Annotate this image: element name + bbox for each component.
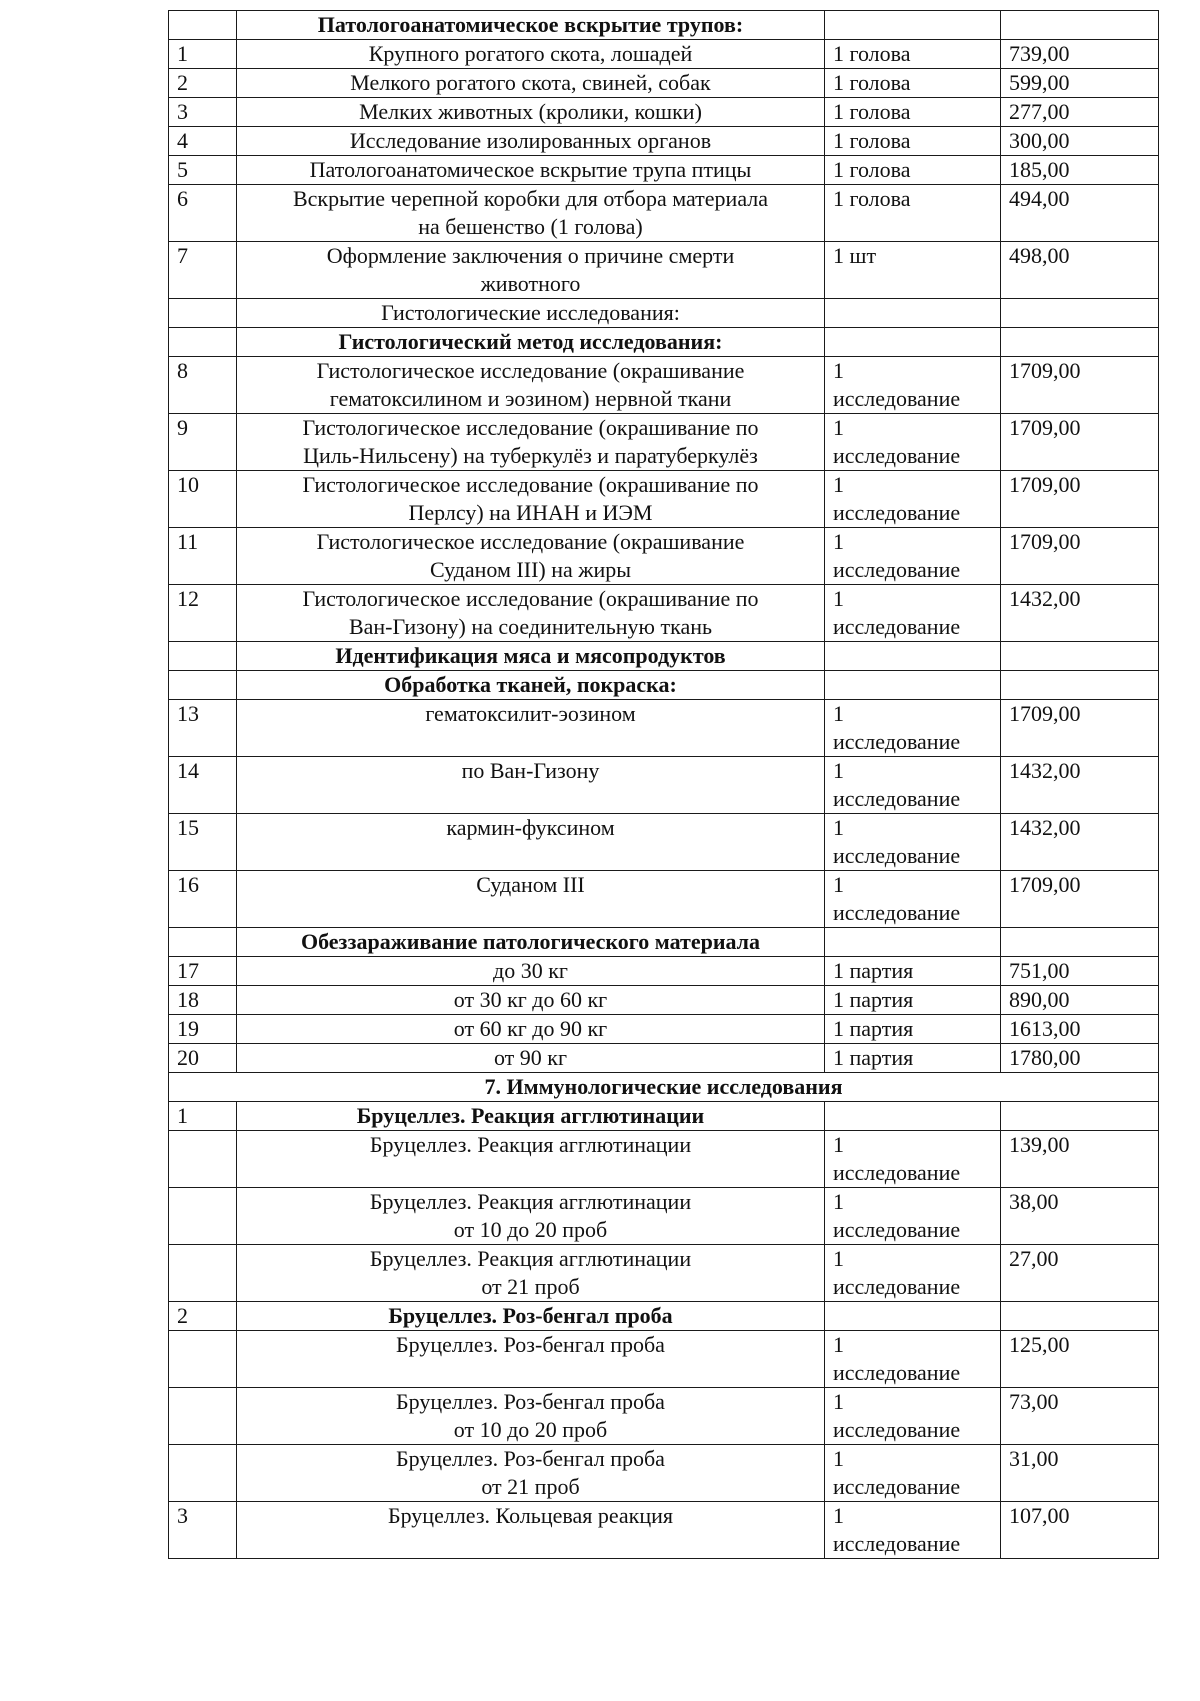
unit-cell — [825, 671, 1001, 700]
service-name-cell — [237, 700, 825, 757]
table-row — [169, 1331, 1159, 1388]
price-cell — [1001, 1302, 1159, 1331]
unit-text: исследование — [833, 843, 961, 868]
price-cell — [1001, 1102, 1159, 1131]
service-name-cell — [237, 40, 825, 69]
section-header-text: Гистологический метод исследования: — [338, 329, 723, 354]
service-name-cell — [237, 1331, 825, 1388]
section-header-cell — [237, 671, 825, 700]
service-name-text: Оформление заключения о причине смерти — [326, 243, 735, 268]
row-number-cell: 5 — [169, 156, 237, 185]
unit-cell — [825, 1044, 1001, 1073]
section-title-text: 7. Иммунологические исследования — [484, 1074, 843, 1099]
unit-cell — [825, 328, 1001, 357]
price-cell: 599,00 — [1001, 69, 1159, 98]
unit-text: 1 — [833, 1446, 844, 1471]
unit-text: 1 голова — [833, 186, 911, 211]
price-cell: 751,00 — [1001, 957, 1159, 986]
table-row — [169, 528, 1159, 585]
unit-text: исследование — [833, 500, 961, 525]
service-name-cell — [237, 1188, 825, 1245]
row-number-cell: 9 — [169, 414, 237, 471]
price-table — [168, 10, 1159, 1559]
service-name-cell — [237, 1502, 825, 1559]
unit-text: исследование — [833, 614, 961, 639]
section-header-text: Обеззараживание патологического материала — [300, 929, 761, 954]
service-name-text: от 60 кг до 90 кг — [453, 1016, 608, 1041]
price-cell: 1709,00 — [1001, 414, 1159, 471]
row-number-cell — [169, 1331, 237, 1388]
service-name-text: Суданом III — [476, 872, 585, 897]
price-cell: 1709,00 — [1001, 871, 1159, 928]
unit-cell — [825, 127, 1001, 156]
table-row — [169, 40, 1159, 69]
unit-text: исследование — [833, 443, 961, 468]
row-number-cell: 17 — [169, 957, 237, 986]
unit-cell — [825, 986, 1001, 1015]
service-name-text: Исследование изолированных органов — [349, 128, 712, 153]
unit-text: 1 — [833, 815, 844, 840]
row-number-cell — [169, 1245, 237, 1302]
row-number-cell — [169, 328, 237, 357]
unit-text: 1 — [833, 472, 844, 497]
unit-text: 1 голова — [833, 99, 911, 124]
unit-text: 1 — [833, 1132, 844, 1157]
price-cell: 31,00 — [1001, 1445, 1159, 1502]
price-cell: 38,00 — [1001, 1188, 1159, 1245]
price-cell: 1709,00 — [1001, 357, 1159, 414]
table-row — [169, 1388, 1159, 1445]
unit-text: 1 партия — [833, 987, 914, 1012]
section-header-text: Идентификация мяса и мясопродуктов — [335, 643, 726, 668]
unit-text: 1 голова — [833, 70, 911, 95]
price-cell: 185,00 — [1001, 156, 1159, 185]
row-number-cell — [169, 928, 237, 957]
unit-text: исследование — [833, 729, 961, 754]
table-section-row — [169, 299, 1159, 328]
service-name-text: от 10 до 20 проб — [453, 1217, 608, 1242]
unit-cell — [825, 185, 1001, 242]
row-number-cell: 7 — [169, 242, 237, 299]
unit-cell — [825, 585, 1001, 642]
unit-text: 1 — [833, 701, 844, 726]
row-number-cell — [169, 1131, 237, 1188]
row-number-cell: 20 — [169, 1044, 237, 1073]
price-cell: 1780,00 — [1001, 1044, 1159, 1073]
service-name-text: Гистологическое исследование (окрашивание — [316, 529, 745, 554]
unit-cell — [825, 242, 1001, 299]
row-number-cell — [169, 642, 237, 671]
price-cell: 494,00 — [1001, 185, 1159, 242]
service-name-cell — [237, 757, 825, 814]
service-name-text: животного — [480, 271, 581, 296]
unit-text: 1 — [833, 1332, 844, 1357]
service-name-text: Вскрытие черепной коробки для отбора материала — [292, 186, 769, 211]
service-name-text: Бруцеллез. Роз-бенгал проба — [396, 1389, 665, 1414]
table-row — [169, 757, 1159, 814]
service-name-cell — [237, 871, 825, 928]
unit-text: исследование — [833, 786, 961, 811]
service-name-text: Бруцеллез. Реакция агглютинации — [369, 1246, 692, 1271]
section-header-text: Обработка тканей, покраска: — [384, 672, 677, 697]
price-cell: 107,00 — [1001, 1502, 1159, 1559]
row-number-cell: 3 — [169, 1502, 237, 1559]
row-number-cell — [169, 671, 237, 700]
service-name-text: Гистологическое исследование (окрашивание по — [302, 472, 759, 497]
unit-cell — [825, 528, 1001, 585]
service-name-cell — [237, 986, 825, 1015]
unit-cell — [825, 98, 1001, 127]
service-name-text: от 90 кг — [493, 1045, 568, 1070]
service-name-text: по Ван-Гизону — [461, 758, 600, 783]
service-name-text: от 21 проб — [481, 1474, 580, 1499]
unit-text: исследование — [833, 386, 961, 411]
section-header-cell — [237, 11, 825, 40]
unit-text: 1 — [833, 415, 844, 440]
row-number-cell: 12 — [169, 585, 237, 642]
row-number-cell — [169, 1445, 237, 1502]
unit-text: 1 — [833, 1189, 844, 1214]
price-cell: 1709,00 — [1001, 700, 1159, 757]
service-name-text: Циль-Нильсену) на туберкулёз и паратуберкулёз — [303, 443, 758, 468]
row-number-cell: 1 — [169, 1102, 237, 1131]
service-name-text: Гистологическое исследование (окрашивание — [316, 358, 745, 383]
price-cell: 1432,00 — [1001, 757, 1159, 814]
unit-text: 1 — [833, 358, 844, 383]
table-row — [169, 185, 1159, 242]
service-name-text: Крупного рогатого скота, лошадей — [368, 41, 693, 66]
service-name-cell — [237, 1044, 825, 1073]
table-section-row — [169, 1102, 1159, 1131]
unit-text: 1 — [833, 1503, 844, 1528]
table-row — [169, 1188, 1159, 1245]
row-number-cell: 13 — [169, 700, 237, 757]
unit-text: исследование — [833, 1417, 961, 1442]
unit-text: 1 — [833, 529, 844, 554]
table-row — [169, 1044, 1159, 1073]
service-name-cell — [237, 471, 825, 528]
price-cell: 1432,00 — [1001, 585, 1159, 642]
unit-cell — [825, 69, 1001, 98]
table-row — [169, 871, 1159, 928]
service-name-text: Перлсу) на ИНАН и ИЭМ — [408, 500, 653, 525]
price-cell — [1001, 11, 1159, 40]
service-name-text: Суданом III) на жиры — [429, 557, 632, 582]
unit-cell — [825, 928, 1001, 957]
service-name-cell — [237, 1388, 825, 1445]
price-cell: 1709,00 — [1001, 471, 1159, 528]
price-cell — [1001, 328, 1159, 357]
unit-cell — [825, 814, 1001, 871]
table-row — [169, 1015, 1159, 1044]
price-cell: 1709,00 — [1001, 528, 1159, 585]
service-name-cell — [237, 156, 825, 185]
table-row — [169, 585, 1159, 642]
service-name-text: Патологоанатомическое вскрытие трупа птицы — [309, 157, 752, 182]
section-header-cell — [237, 1302, 825, 1331]
unit-cell — [825, 871, 1001, 928]
row-number-cell: 2 — [169, 69, 237, 98]
section-header-cell — [237, 328, 825, 357]
row-number-cell: 19 — [169, 1015, 237, 1044]
table-row — [169, 127, 1159, 156]
section-header-cell — [237, 299, 825, 328]
service-name-text: Бруцеллез. Роз-бенгал проба — [396, 1332, 665, 1357]
service-name-cell — [237, 242, 825, 299]
unit-text: исследование — [833, 1160, 961, 1185]
row-number-cell — [169, 11, 237, 40]
table-row — [169, 242, 1159, 299]
service-name-text: гематоксилит-эозином — [425, 701, 636, 726]
row-number-cell: 11 — [169, 528, 237, 585]
table-title-row — [169, 1073, 1159, 1102]
unit-text: 1 голова — [833, 128, 911, 153]
section-header-text: Гистологические исследования: — [381, 300, 680, 325]
unit-text: 1 голова — [833, 41, 911, 66]
row-number-cell: 15 — [169, 814, 237, 871]
table-row — [169, 1131, 1159, 1188]
unit-text: 1 — [833, 872, 844, 897]
table-section-row — [169, 1302, 1159, 1331]
service-name-cell — [237, 1015, 825, 1044]
unit-cell — [825, 299, 1001, 328]
row-number-cell — [169, 1388, 237, 1445]
service-name-text: Мелкого рогатого скота, свиней, собак — [350, 70, 711, 95]
unit-text: 1 партия — [833, 1016, 914, 1041]
unit-cell — [825, 11, 1001, 40]
service-name-text: Ван-Гизону) на соединительную ткань — [348, 614, 713, 639]
table-row — [169, 98, 1159, 127]
unit-cell — [825, 1388, 1001, 1445]
table-row — [169, 957, 1159, 986]
price-cell: 125,00 — [1001, 1331, 1159, 1388]
table-row — [169, 357, 1159, 414]
unit-cell — [825, 700, 1001, 757]
row-number-cell: 4 — [169, 127, 237, 156]
unit-text: исследование — [833, 1360, 961, 1385]
unit-cell — [825, 1131, 1001, 1188]
table-row — [169, 1245, 1159, 1302]
unit-text: 1 партия — [833, 1045, 914, 1070]
table-row — [169, 814, 1159, 871]
service-name-text: от 21 проб — [481, 1274, 580, 1299]
price-cell: 498,00 — [1001, 242, 1159, 299]
service-name-text: Мелких животных (кролики, кошки) — [359, 99, 702, 124]
unit-text: 1 шт — [833, 243, 877, 268]
unit-cell — [825, 1102, 1001, 1131]
unit-cell — [825, 1445, 1001, 1502]
service-name-cell — [237, 528, 825, 585]
unit-text: исследование — [833, 1531, 961, 1556]
table-row — [169, 1502, 1159, 1559]
row-number-cell: 2 — [169, 1302, 237, 1331]
unit-cell — [825, 1331, 1001, 1388]
unit-text: исследование — [833, 1474, 961, 1499]
table-section-row — [169, 671, 1159, 700]
price-cell — [1001, 299, 1159, 328]
table-section-row — [169, 642, 1159, 671]
unit-cell — [825, 40, 1001, 69]
service-name-text: на бешенство (1 голова) — [418, 214, 643, 239]
unit-cell — [825, 957, 1001, 986]
section-header-text: Бруцеллез. Реакция агглютинации — [356, 1103, 705, 1128]
service-name-text: от 30 кг до 60 кг — [453, 987, 608, 1012]
unit-cell — [825, 414, 1001, 471]
unit-cell — [825, 757, 1001, 814]
service-name-text: гематоксилином и эозином) нервной ткани — [329, 386, 732, 411]
section-title-cell — [169, 1073, 1159, 1102]
row-number-cell: 14 — [169, 757, 237, 814]
unit-text: исследование — [833, 1274, 961, 1299]
price-cell: 890,00 — [1001, 986, 1159, 1015]
section-header-cell — [237, 642, 825, 671]
service-name-cell — [237, 185, 825, 242]
table-row — [169, 69, 1159, 98]
unit-cell — [825, 1245, 1001, 1302]
price-cell: 300,00 — [1001, 127, 1159, 156]
service-name-cell — [237, 98, 825, 127]
service-name-text: Бруцеллез. Реакция агглютинации — [369, 1132, 692, 1157]
service-name-text: Бруцеллез. Реакция агглютинации — [369, 1189, 692, 1214]
table-row — [169, 156, 1159, 185]
price-cell — [1001, 642, 1159, 671]
service-name-cell — [237, 1131, 825, 1188]
unit-text: 1 — [833, 586, 844, 611]
unit-cell — [825, 642, 1001, 671]
price-cell: 27,00 — [1001, 1245, 1159, 1302]
table-row — [169, 414, 1159, 471]
unit-text: исследование — [833, 1217, 961, 1242]
unit-cell — [825, 1188, 1001, 1245]
price-cell: 277,00 — [1001, 98, 1159, 127]
table-row — [169, 1445, 1159, 1502]
section-header-text: Бруцеллез. Роз-бенгал проба — [388, 1303, 673, 1328]
row-number-cell — [169, 299, 237, 328]
section-header-text: Патологоанатомическое вскрытие трупов: — [317, 12, 744, 37]
row-number-cell: 18 — [169, 986, 237, 1015]
unit-text: 1 партия — [833, 958, 914, 983]
row-number-cell: 8 — [169, 357, 237, 414]
row-number-cell: 16 — [169, 871, 237, 928]
unit-cell — [825, 357, 1001, 414]
service-name-text: Бруцеллез. Роз-бенгал проба — [396, 1446, 665, 1471]
service-name-cell — [237, 1245, 825, 1302]
price-cell — [1001, 928, 1159, 957]
price-cell: 73,00 — [1001, 1388, 1159, 1445]
unit-text: 1 — [833, 758, 844, 783]
service-name-cell — [237, 814, 825, 871]
table-section-row — [169, 328, 1159, 357]
unit-cell — [825, 471, 1001, 528]
service-name-text: Гистологическое исследование (окрашивание по — [302, 415, 759, 440]
service-name-text: кармин-фуксином — [446, 815, 615, 840]
service-name-text: Гистологическое исследование (окрашивание по — [302, 586, 759, 611]
service-name-cell — [237, 957, 825, 986]
row-number-cell: 3 — [169, 98, 237, 127]
table-row — [169, 700, 1159, 757]
service-name-cell — [237, 357, 825, 414]
price-cell: 1432,00 — [1001, 814, 1159, 871]
table-row — [169, 986, 1159, 1015]
unit-text: 1 — [833, 1246, 844, 1271]
table-section-row — [169, 928, 1159, 957]
service-name-cell — [237, 1445, 825, 1502]
unit-cell — [825, 156, 1001, 185]
section-header-cell — [237, 928, 825, 957]
row-number-cell: 1 — [169, 40, 237, 69]
service-name-text: Бруцеллез. Кольцевая реакция — [387, 1503, 674, 1528]
unit-cell — [825, 1302, 1001, 1331]
unit-text: 1 голова — [833, 157, 911, 182]
unit-text: исследование — [833, 900, 961, 925]
price-cell: 739,00 — [1001, 40, 1159, 69]
row-number-cell — [169, 1188, 237, 1245]
section-header-cell — [237, 1102, 825, 1131]
table-section-row — [169, 11, 1159, 40]
price-cell: 139,00 — [1001, 1131, 1159, 1188]
table-row — [169, 471, 1159, 528]
unit-cell — [825, 1502, 1001, 1559]
row-number-cell: 10 — [169, 471, 237, 528]
service-name-text: от 10 до 20 проб — [453, 1417, 608, 1442]
row-number-cell: 6 — [169, 185, 237, 242]
unit-text: исследование — [833, 557, 961, 582]
price-cell: 1613,00 — [1001, 1015, 1159, 1044]
price-cell — [1001, 671, 1159, 700]
unit-cell — [825, 1015, 1001, 1044]
service-name-cell — [237, 414, 825, 471]
service-name-cell — [237, 69, 825, 98]
service-name-text: до 30 кг — [493, 958, 568, 983]
service-name-cell — [237, 585, 825, 642]
unit-text: 1 — [833, 1389, 844, 1414]
service-name-cell — [237, 127, 825, 156]
price-table-body — [169, 11, 1159, 1559]
